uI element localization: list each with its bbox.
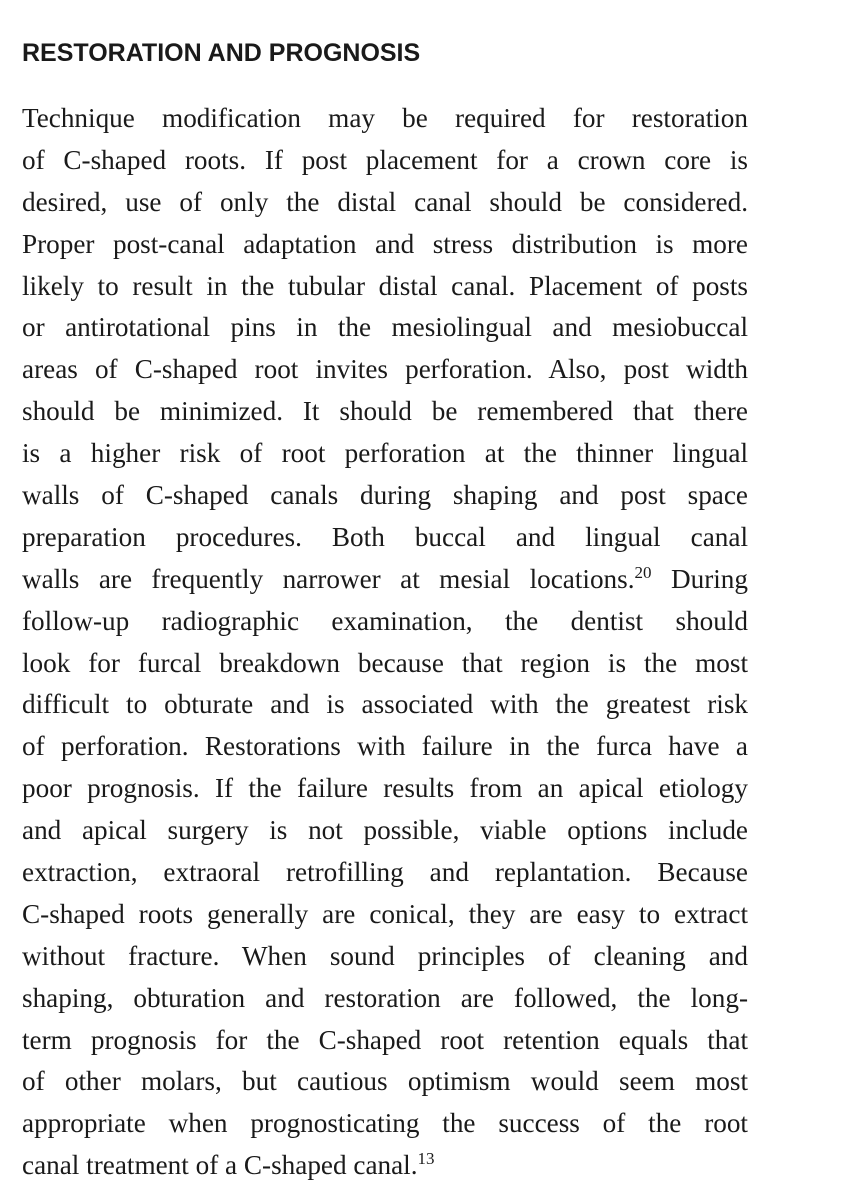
document-page [22,38,748,1187]
body-line: without fracture. When sound principles of cleaning and [22,940,748,971]
body-line: look for furcal breakdown because that region is the most [22,647,748,678]
body-line: of perforation. Restorations with failure in the furca have a [22,731,748,762]
body-line: desired, use of only the distal canal should be considered. [22,186,748,217]
body-line: Proper post-canal adaptation and stress distribution is more [22,228,748,259]
body-line: preparation procedures. Both buccal and lingual canal [22,521,748,552]
body-line-with-citation [22,1145,748,1187]
body-line: likely to result in the tubular distal canal. Placement of posts [22,270,748,301]
body-line: or antirotational pins in the mesiolingual and mesiobuccal [22,312,748,343]
citation-superscript: 13 [417,1149,435,1169]
body-line: extraction, extraoral retrofilling and replantation. Because [22,857,748,888]
body-line: difficult to obturate and is associated with the greatest risk [22,689,748,720]
body-line: poor prognosis. If the failure results from an apical etiology [22,773,748,804]
body-line-text: walls are frequently narrower at mesial locations. [22,563,635,594]
section-body [22,98,748,1187]
body-line: C-shaped roots generally are conical, they are easy to extract [22,898,748,929]
body-line: Technique modification may be required for restoration [22,103,748,133]
citation-superscript: 20 [634,562,652,582]
body-line: should be minimized. It should be remembered that there [22,396,748,427]
section-heading: RESTORATION AND PROGNOSIS [22,39,421,67]
body-line: appropriate when prognosticating the success of the root [22,1108,748,1139]
body-line: follow-up radiographic examination, the dentist should [22,605,748,636]
body-line: walls of C-shaped canals during shaping and post space [22,480,748,511]
body-line: areas of C-shaped root invites perforation. Also, post width [22,354,748,385]
body-line: shaping, obturation and restoration are followed, the long- [22,982,748,1013]
body-line: of other molars, but cautious optimism would seem most [22,1066,748,1097]
body-line-with-citation [22,559,748,601]
body-line-tail: During [651,563,748,594]
body-line: is a higher risk of root perforation at the thinner lingual [22,438,748,469]
body-line: term prognosis for the C-shaped root retention equals that [22,1024,748,1055]
body-line: of C-shaped roots. If post placement for a crown core is [22,144,748,175]
body-line: and apical surgery is not possible, viable options include [22,815,748,846]
body-line-text: canal treatment of a C-shaped canal. [22,1150,418,1181]
